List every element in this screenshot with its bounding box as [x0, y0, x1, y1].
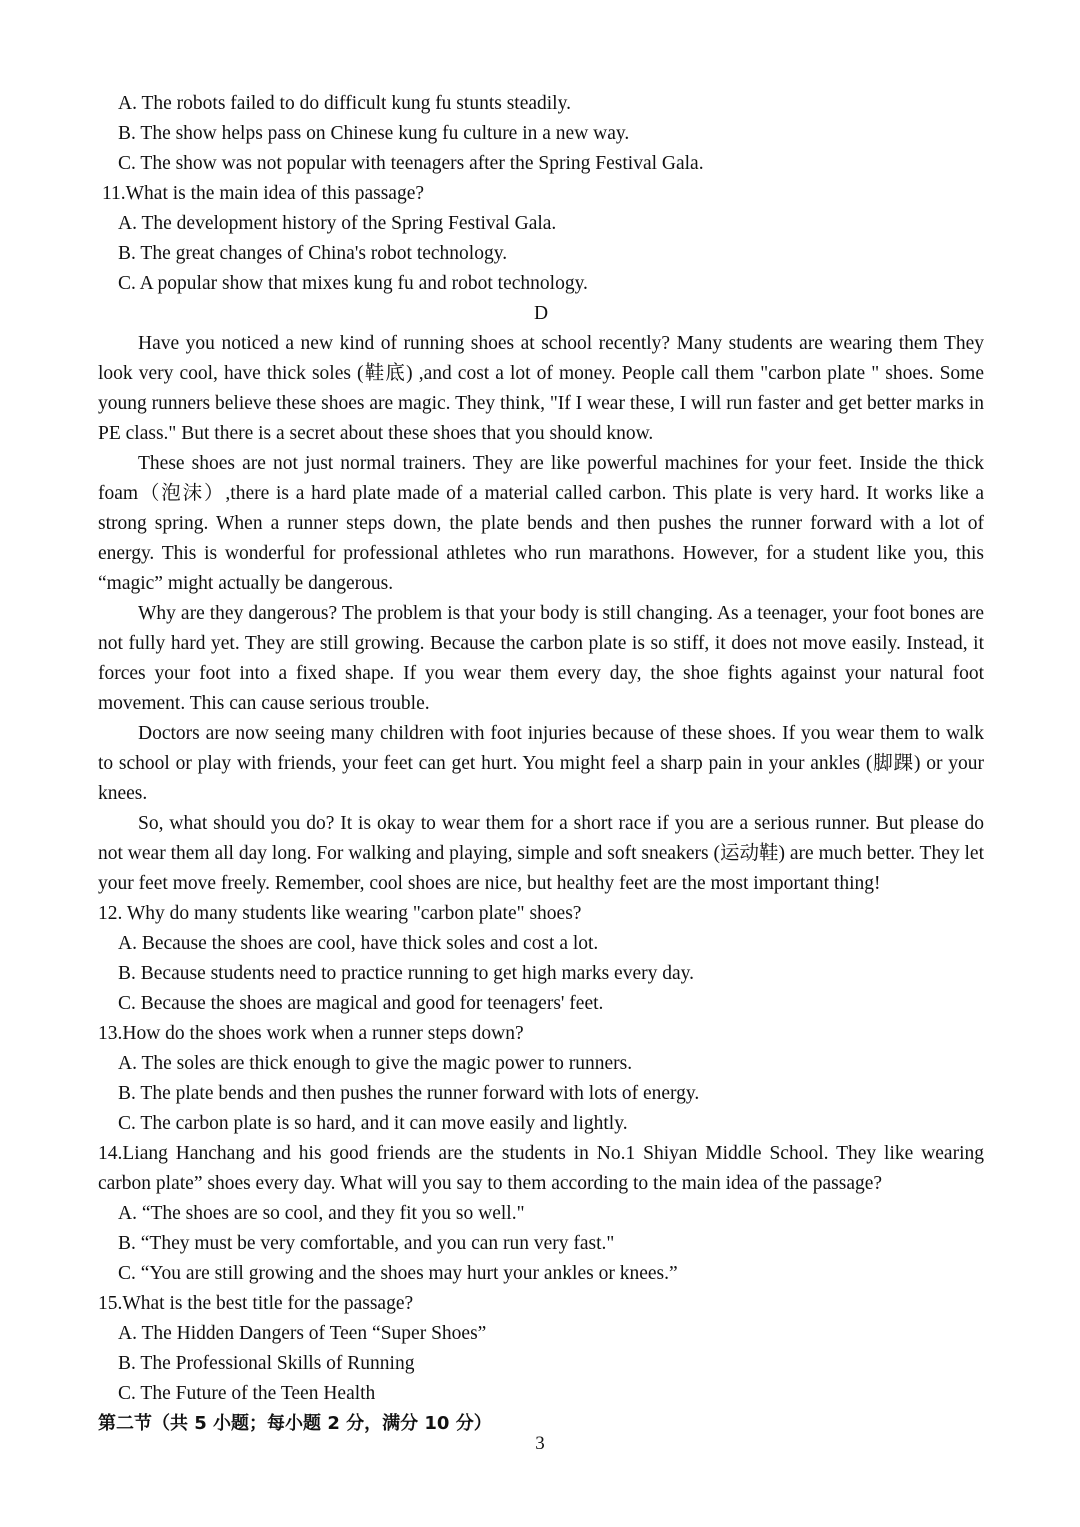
- question-13: 13.How do the shoes work when a runner steps down?: [98, 1023, 524, 1044]
- option-11c: C. A popular show that mixes kung fu and robot technology.: [118, 273, 588, 294]
- option-15c: C. The Future of the Teen Health: [118, 1383, 376, 1404]
- passage-letter: D: [533, 303, 549, 324]
- page-number: 3: [535, 1433, 545, 1454]
- option-14c: C. “You are still growing and the shoes may hurt your ankles or knees.”: [118, 1263, 678, 1284]
- option-15a: A. The Hidden Dangers of Teen “Super Shoes”: [118, 1323, 487, 1344]
- option-14a: A. “The shoes are so cool, and they fit you so well.": [118, 1203, 525, 1224]
- option-12c: C. Because the shoes are magical and good for teenagers' feet.: [118, 993, 604, 1014]
- option-15b: B. The Professional Skills of Running: [118, 1353, 415, 1374]
- option-10b: B. The show helps pass on Chinese kung fu culture in a new way.: [118, 123, 630, 144]
- question-14: 14.Liang Hanchang and his good friends are the students in No.1 Shiyan Middle School. They like wearing carbon plate” shoes every day. What will you say to them according to the main idea of the passage?: [98, 1143, 984, 1194]
- option-11b: B. The great changes of China's robot technology.: [118, 243, 508, 264]
- question-15: 15.What is the best title for the passage?: [98, 1293, 414, 1314]
- option-11a: A. The development history of the Spring Festival Gala.: [118, 213, 557, 234]
- reading-passage: [98, 329, 984, 899]
- option-13c: C. The carbon plate is so hard, and it can move easily and lightly.: [118, 1113, 628, 1134]
- option-13b: B. The plate bends and then pushes the runner forward with lots of energy.: [118, 1083, 700, 1104]
- option-10a: A. The robots failed to do difficult kung fu stunts steadily.: [118, 93, 571, 114]
- option-14b: B. “They must be very comfortable, and you can run very fast.": [118, 1233, 615, 1254]
- option-13a: A. The soles are thick enough to give the magic power to runners.: [118, 1053, 633, 1074]
- question-12: 12. Why do many students like wearing "carbon plate" shoes?: [98, 903, 582, 924]
- option-10c: C. The show was not popular with teenagers after the Spring Festival Gala.: [118, 153, 704, 174]
- passage-paragraph: Doctors are now seeing many children with foot injuries because of these shoes. If you wear them to walk to school or play with friends, your feet can get hurt. You might feel a sharp pain in your ankles (脚踝) or your knees.: [98, 723, 984, 804]
- option-12b: B. Because students need to practice running to get high marks every day.: [118, 963, 694, 984]
- passage-paragraph: Why are they dangerous? The problem is that your body is still changing. As a teenager, your foot bones are not fully hard yet. They are still growing. Because the carbon plate is so stiff, it does not move easily. Instead, it forces your foot into a fixed shape. If you wear them every day, the shoe fights against your natural foot movement. This can cause serious trouble.: [98, 603, 984, 714]
- passage-paragraph: Have you noticed a new kind of running shoes at school recently? Many students are wearing them They look very cool, have thick soles (鞋底) ,and cost a lot of money. People call them "carbon plate " shoes. Some young runners believe these shoes are magic. They think, "If I wear these, I will run faster and get better marks in PE class." But there is a secret about these shoes that you should know.: [98, 333, 984, 444]
- option-12a: A. Because the shoes are cool, have thick soles and cost a lot.: [118, 933, 599, 954]
- section-two-heading: 第二节（共 5 小题；每小题 2 分，满分 10 分）: [98, 1413, 492, 1434]
- passage-paragraph: These shoes are not just normal trainers. They are like powerful machines for your feet. Inside the thick foam（泡沫）,there is a hard plate made of a material called carbon. This plate is very hard. It works like a strong spring. When a runner steps down, the plate bends and then pushes the runner forward with a lot of energy. This is wonderful for professional athletes who run marathons. However, for a student like you, this “magic” might actually be dangerous.: [98, 453, 984, 594]
- question-11: 11.What is the main idea of this passage?: [102, 183, 425, 204]
- passage-paragraph: So, what should you do? It is okay to wear them for a short race if you are a serious runner. But please do not wear them all day long. For walking and playing, simple and soft sneakers (运动鞋) are much better. They let your feet move freely. Remember, cool shoes are nice, but healthy feet are the most important thing!: [98, 813, 984, 894]
